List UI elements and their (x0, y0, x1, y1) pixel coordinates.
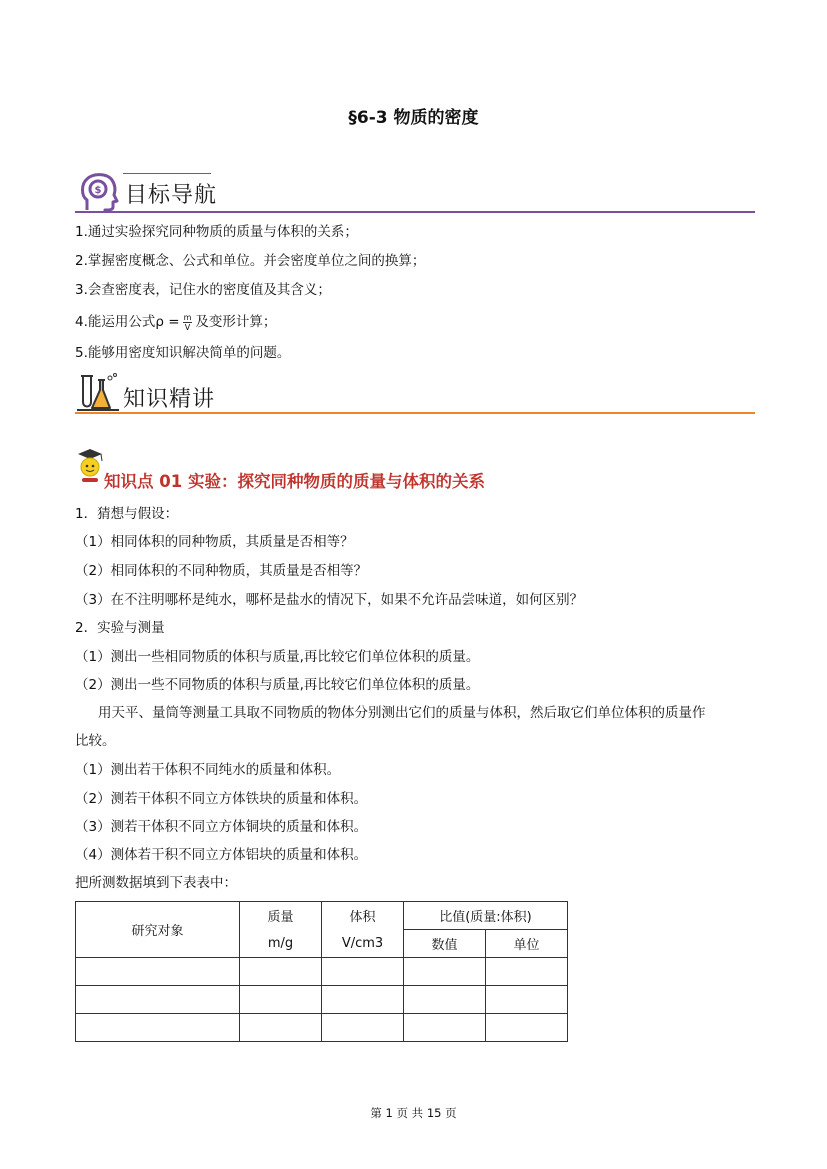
table-header-object: 研究对象 (76, 902, 240, 958)
page-footer: 第 1 页 共 15 页 (370, 1106, 457, 1120)
knowledge-section-header (75, 372, 755, 416)
table-cell[interactable] (404, 986, 486, 1014)
table-header-unit: 单位 (486, 930, 568, 958)
knowledge-heading: 知识精讲 (123, 387, 216, 412)
goal-5: 5.能够用密度知识解决简单的问题。 (75, 345, 291, 361)
table-cell[interactable] (76, 986, 240, 1014)
body-line: （2）相同体积的不同种物质，其质量是否相等？ (75, 563, 368, 579)
table-cell[interactable] (322, 986, 404, 1014)
goal-4-text: 4.能运用公式ρ = (75, 314, 180, 330)
table-cell[interactable] (240, 986, 322, 1014)
body-line: （3）在不注明哪杯是纯水，哪杯是盐水的情况下，如果不允许品尝味道，如何区别？ (75, 592, 584, 608)
table-header-mass-unit: m/g (240, 930, 322, 958)
table-cell[interactable] (486, 986, 568, 1014)
graduate-mascot-icon (75, 447, 105, 485)
knowledge-divider (75, 412, 755, 414)
table-cell[interactable] (322, 1014, 404, 1042)
table-cell[interactable] (240, 1014, 322, 1042)
body-line: 把所测数据填到下表表中： (75, 875, 237, 891)
goal-1: 1.通过实验探究同种物质的质量与体积的关系； (75, 224, 358, 240)
body-line: （1）测出若干体积不同纯水的质量和体积。 (75, 762, 341, 778)
table-header-mass: 质量 (240, 902, 322, 930)
goal-3: 3.会查密度表，记住水的密度值及其含义； (75, 282, 331, 298)
formula-denominator: V (184, 322, 191, 332)
lab-flask-icon (75, 372, 121, 414)
body-line: （4）测体若干积不同立方体铝块的质量和体积。 (75, 847, 368, 863)
page-title: §6-3 物质的密度 (348, 108, 479, 128)
data-table (75, 901, 568, 1042)
body-line: （1）测出一些相同物质的体积与质量,再比较它们单位体积的质量。 (75, 649, 480, 665)
formula-numerator: m (183, 312, 192, 322)
table-cell[interactable] (76, 958, 240, 986)
body-line: 1．猜想与假设： (75, 506, 179, 522)
body-line: 2．实验与测量 (75, 620, 165, 636)
knowledge-point-title: 知识点 01 实验：探究同种物质的质量与体积的关系 (104, 472, 485, 491)
svg-text:$: $ (94, 185, 102, 196)
body-line: （2）测出一些不同物质的体积与质量,再比较它们单位体积的质量。 (75, 677, 480, 693)
table-cell[interactable] (76, 1014, 240, 1042)
goal-4 (75, 312, 276, 332)
table-cell[interactable] (404, 1014, 486, 1042)
body-line: （1）相同体积的同种物质，其质量是否相等？ (75, 534, 354, 550)
density-formula (183, 313, 193, 332)
table-cell[interactable] (404, 958, 486, 986)
body-line: （2）测若干体积不同立方体铁块的质量和体积。 (75, 791, 368, 807)
table-cell[interactable] (240, 958, 322, 986)
goals-section-header (75, 170, 755, 214)
body-line: 用天平、量筒等测量工具取不同物质的物体分别测出它们的质量与体积，然后取它们单位体积的质量作 (98, 705, 706, 721)
table-header-ratio: 比值(质量:体积) (404, 902, 568, 930)
body-line: （3）测若干体积不同立方体铜块的质量和体积。 (75, 819, 368, 835)
table-header-volume-unit: V/cm3 (322, 930, 404, 958)
table-header-volume: 体积 (322, 902, 404, 930)
goal-4-suffix: 及变形计算； (195, 314, 277, 330)
table-row (76, 1014, 568, 1042)
table-header-value: 数值 (404, 930, 486, 958)
goal-2: 2.掌握密度概念、公式和单位。并会密度单位之间的换算； (75, 253, 426, 269)
table-cell[interactable] (486, 1014, 568, 1042)
table-cell[interactable] (322, 958, 404, 986)
goals-divider (75, 211, 755, 213)
table-row (76, 986, 568, 1014)
head-gear-icon (77, 170, 121, 214)
goals-heading: 目标导航 (125, 183, 218, 208)
table-cell[interactable] (486, 958, 568, 986)
table-row (76, 958, 568, 986)
body-line: 比较。 (75, 733, 116, 749)
